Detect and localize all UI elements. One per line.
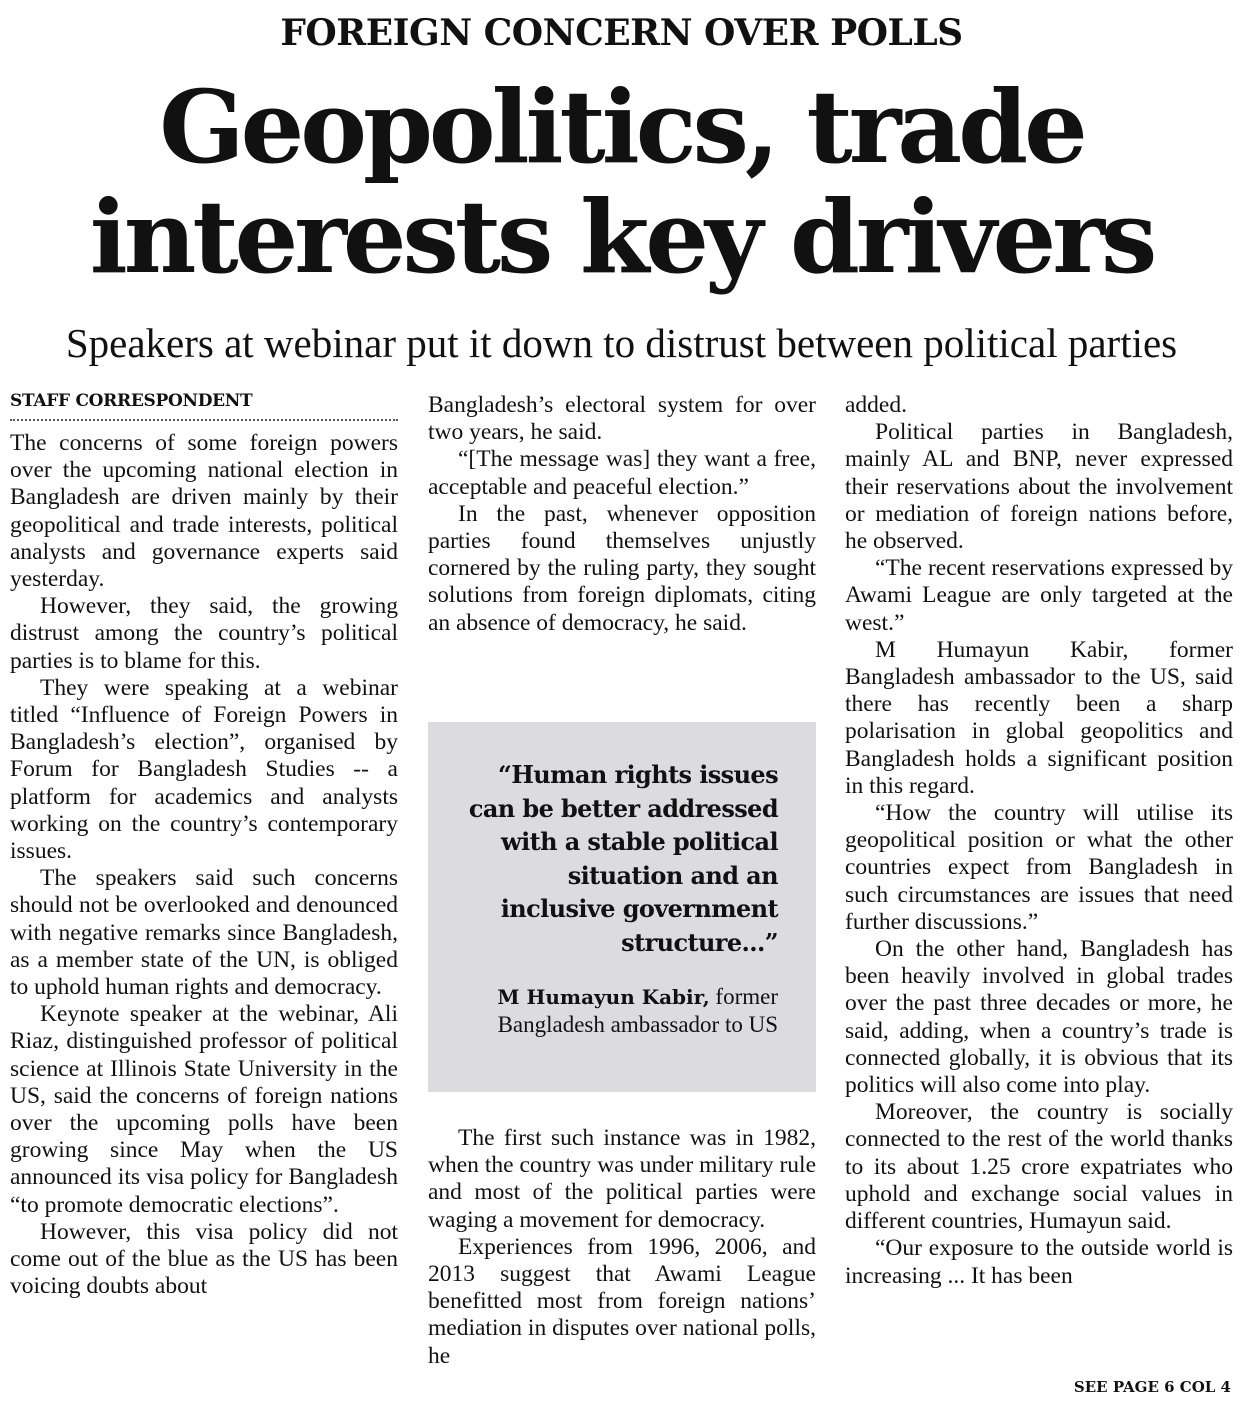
- paragraph: “How the country will utilise its geopolitical position or what the other countries expect from Bangladesh in such circumstances are issues that need further discussions.”: [845, 800, 1233, 935]
- paragraph: They were speaking at a webinar titled “Influence of Foreign Powers in Bangladesh’s election”, organised by Forum for Bangladesh Studies -- a platform for academics and analysts working on the country’s contemporary issues.: [10, 674, 398, 865]
- headline: [0, 68, 1243, 296]
- pull-quote-credit-name: M Humayun Kabir,: [497, 985, 710, 1009]
- pull-quote-credit-role: former Bangladesh ambassador to US: [497, 984, 778, 1037]
- paragraph: “Our exposure to the outside world is increasing ... It has been: [845, 1235, 1233, 1289]
- paragraph: The concerns of some foreign powers over the upcoming national election in Bangladesh are driven mainly by their geopolitical and trade interests, political analysts and governance experts said yesterday.: [10, 430, 398, 593]
- pull-quote-credit: [466, 983, 778, 1038]
- paragraph: Moreover, the country is socially connected to the rest of the world thanks to its about 1.25 crore expatriates who uphold and exchange social values in different countries, Humayun said.: [845, 1099, 1233, 1235]
- paragraph: “[The message was] they want a free, acceptable and peaceful election.”: [428, 446, 816, 500]
- headline-line-1: Geopolitics, trade: [159, 68, 1084, 186]
- paragraph: Bangladesh’s electoral system for over two years, he said.: [428, 392, 816, 446]
- pull-quote-box: [428, 722, 816, 1092]
- paragraph: In the past, whenever opposition parties found themselves unjustly cornered by the ruling party, they sought solutions from foreign diplomats, citing an absence of democracy, he said.: [428, 500, 816, 636]
- kicker: FOREIGN CONCERN OVER POLLS: [280, 12, 963, 54]
- paragraph: “The recent reservations expressed by Awami League are only targeted at the west.”: [845, 555, 1233, 636]
- headline-line-2: interests key drivers: [89, 178, 1154, 296]
- paragraph: added.: [845, 392, 907, 418]
- article-column-2-top: [428, 392, 816, 637]
- deck-subheadline: Speakers at webinar put it down to distrust between political parties: [65, 320, 1178, 366]
- byline: STAFF CORRESPONDENT: [10, 386, 398, 421]
- paragraph: Political parties in Bangladesh, mainly AL and BNP, never expressed their reservations about the involvement or mediation of foreign nations before, he observed.: [845, 419, 1233, 555]
- article-column-2-bottom: [428, 1125, 816, 1370]
- paragraph: Keynote speaker at the webinar, Ali Riaz, distinguished professor of political science at Illinois State University in the US, said the concerns of foreign nations over the upcoming polls have been growing since May when the US announced its visa policy for Bangladesh “to promote democratic elections”.: [10, 1001, 398, 1218]
- continuation-jump-line: SEE PAGE 6 COL 4: [1073, 1378, 1231, 1396]
- article-column-1: [10, 386, 398, 1301]
- article-column-3: [845, 392, 1233, 1290]
- paragraph: However, they said, the growing distrust among the country’s political parties is to blame for this.: [10, 593, 398, 674]
- paragraph: However, this visa policy did not come out of the blue as the US has been voicing doubts about: [10, 1218, 398, 1300]
- paragraph: Experiences from 1996, 2006, and 2013 suggest that Awami League benefitted most from foreign nations’ mediation in disputes over national polls, he: [428, 1233, 816, 1369]
- paragraph: The first such instance was in 1982, when the country was under military rule and most of the political parties were waging a movement for democracy.: [428, 1125, 816, 1233]
- paragraph: M Humayun Kabir, former Bangladesh ambassador to the US, said there has recently been a sharp polarisation in global geopolitics and Bangladesh holds a significant position in this regard.: [845, 636, 1233, 799]
- pull-quote-text: “Human rights issues can be better addressed with a stable political situation and an inclusive government structure...”: [468, 760, 778, 957]
- paragraph: On the other hand, Bangladesh has been heavily involved in global trades over the past three decades or more, he said, adding, when a country’s trade is connected globally, it is obvious that its politics will also come into play.: [845, 936, 1233, 1099]
- paragraph: The speakers said such concerns should not be overlooked and denounced with negative remarks since Bangladesh, as a member state of the UN, is obliged to uphold human rights and democracy.: [10, 865, 398, 1001]
